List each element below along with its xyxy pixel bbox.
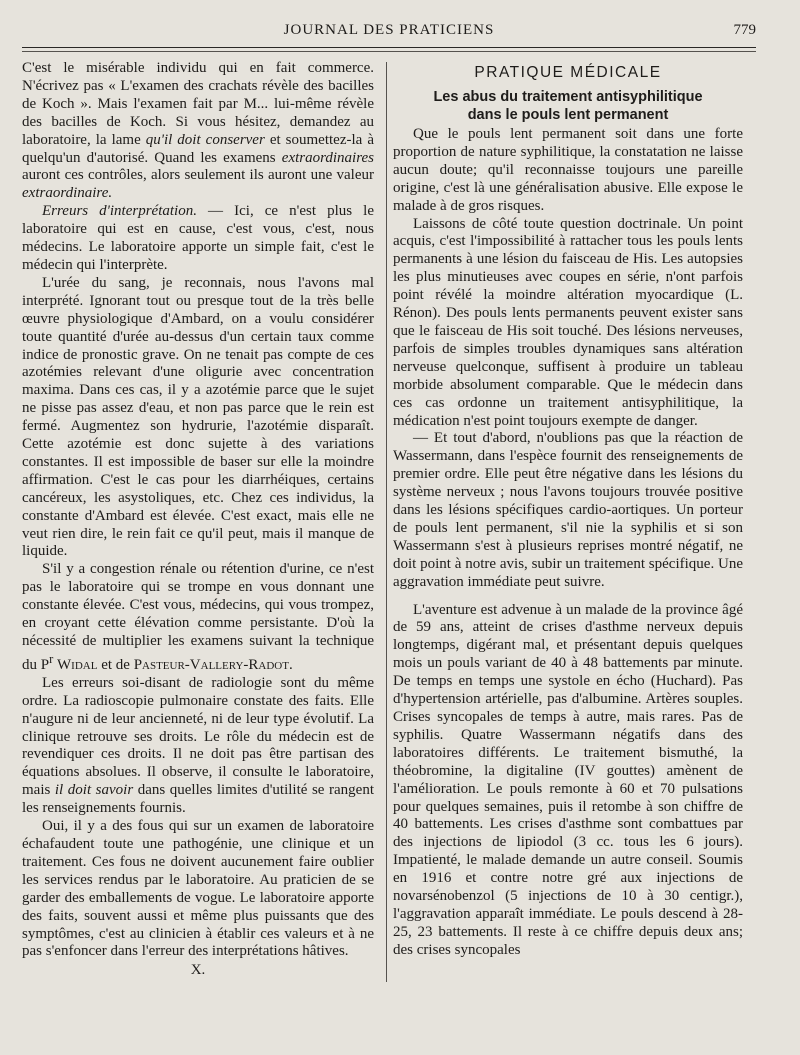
page-number: 779: [733, 22, 756, 38]
text: — Ici, ce n'est plus le laboratoire qui est en cause, c'est vous, c'est, nous médecins. Le laboratoire apporte un simple fait, c'est le médecin qui l'interprète.: [22, 203, 374, 273]
section-title: PRATIQUE MÉDICALE: [474, 64, 662, 81]
article-title-line-2: dans le pouls lent permanent: [467, 107, 669, 123]
italic-text: extraordinaires: [281, 149, 374, 166]
text: et de: [97, 656, 134, 673]
author-name: Pasteur-Vallery-Radot: [133, 656, 289, 673]
paragraph-radiologie: [22, 675, 374, 818]
text: dans quelles limites d'utilité se rangent les renseignements fournis.: [22, 782, 374, 817]
paragraph-erreurs-interpretation: [22, 203, 374, 275]
article-title-line-1: Les abus du traitement antisyphilitique: [433, 89, 703, 105]
paragraph-congestion-renale: [22, 561, 374, 674]
italic-text: extraordinaire.: [22, 185, 113, 202]
running-head: JOURNAL DES PRATICIENS: [283, 22, 495, 38]
paragraph-gap: [393, 592, 743, 602]
paragraph-misérable-individu: [22, 60, 374, 203]
text: et soumettez-la à quelqu'un d'autorisé. Quand les examens: [22, 131, 374, 166]
paragraph-wassermann: — Et tout d'abord, n'oublions pas que la réaction de Wassermann, dans l'espèce fournit des renseignements de premier ordre. Elle peut être négative dans les lésions du système nerveux ; nous l'avons toujours trouvée positive dans les lésions spécifiques cardio-aortiques. Un porteur de pouls lent permanent, s'il nie la syphilis et si son Wassermann s'est à plusieurs reprises montré négatif, ne doit point à notre avis, subir un traitement spécifique. Une aggravation immédiate peut suivre.: [393, 430, 743, 590]
paragraph-pouls-lent: Que le pouls lent permanent soit dans une forte proportion de nature syphilitique, la constatation ne laisse aucun doute; qu'il reconnaisse toujours une pareille origine, c'est là une généralisation abusive. Elle expose le malade à de gros risques.: [393, 126, 743, 214]
text: S'il y a congestion rénale ou rétention d'urine, ce n'est pas le laboratoire qui se trompe en vous donnant une constante élevée. C'est vous, médecins, qui vous trompez, en croyant cette élévation comme persistante. D'où la nécessité de multiplier les examens suivant la technique du P: [22, 561, 374, 673]
italic-text: qu'il doit conserver: [145, 131, 265, 148]
paragraph-laissons: Laissons de côté toute question doctrinale. Un point acquis, c'est l'impossibilité à rattacher tous les pouls lents permanents à une lésion du faisceau de His. Les autopsies les plus minutieuses avec coupes en série, n'ont parfois point révélé la moindre altération myocardique (L. Rénon). Des pouls lents permanents peuvent exister sans que le faisceau de His soit touché. Des lésions nerveuses, parfois de simples troubles dynamiques sans altération nerveuse quelconque, suffisent à produire un tableau morbide absolument comparable. Que le médecin dans ces cas ordonne un traitement antisyphilitique, la médication n'est point toujours exempte de danger.: [393, 215, 743, 429]
page-header: [22, 22, 756, 46]
superscript: r: [49, 651, 54, 666]
text: .: [288, 656, 293, 673]
header-rule: [22, 47, 756, 48]
header-rule-thin: [22, 51, 756, 52]
author-name: Widal: [57, 656, 98, 673]
paragraph-aventure: L'aventure est advenue à un malade de la province âgé de 59 ans, atteint de crises d'asthme nerveux depuis longtemps, digérant mal, et présentant depuis quelques mois un pouls variant de 40 à 48 battements par minute. De temps en temps une systole en écho (Huchard). Pas d'hypertension artérielle, pas d'albumine. Artères souples. Crises syncopales de temps à autre, mais rares. Pas de syphilis. Quatre Wassermann négatifs dans des laboratoires différents. Le traitement bismuthé, la théobromine, la digitaline (IV gouttes) amènent de l'amélioration. Le pouls remonte à 60 et 70 pulsations pour quelques semaines, puis il retombe à son chiffre de 40 battements. Les crises d'asthme sont combattues par des injections de lipiodol (3 cc. tous les 6 jours). Impatienté, le malade demande un autre conseil. Soumis en 1916 et contre notre gré aux injections de novarsénobenzol (5 injections de 10 à 30 centigr.), l'aggravation apparaît immédiate. Le pouls descend à 28-25, 23 battements. Il reste à ce chiffre depuis deux ans; des crises syncopales: [393, 601, 743, 958]
column-divider: [386, 62, 387, 982]
left-column: [22, 60, 374, 979]
paragraph-uree-du-sang: L'urée du sang, je reconnais, nous l'avons mal interprété. Ignorant tout ou presque tout de la très belle œuvre physiologique d'Ambard, on a voulu considérer toute quantité d'urée au-dessus d'un certain taux comme indice de pronostic grave. On ne tenait pas compte de ces azotémies relevant d'une oligurie avec concentration maxima. Dans ces cas, il y a azotémie parce que le sujet ne pisse pas assez d'eau, et non pas parce que le rein est fermé. Augmentez son hydrurie, l'azotémie disparaît. Cette azotémie est donc sujette à des variations constantes. Il est impossible de baser sur elle la moindre affirmation. C'est le cas pour les diarrhéiques, certains cancéreux, les asystoliques, etc. Chez ces individus, la constante d'Ambard est élevée. C'est exact, mais elle ne veut rien dire, le rein fait ce qu'il peut, mais il manque de liquide.: [22, 274, 374, 560]
run-in-heading: Erreurs d'interprétation.: [42, 203, 197, 220]
paragraph-fous: Oui, il y a des fous qui sur un examen de laboratoire échafaudent toute une pathogénie, une clinique et un traitement. Ces fous ne doivent aucunement faire oublier les services rendus par le laboratoire. Au praticien de se garder des emballements de vogue. Le laboratoire apporte des faits, souvent aussi et même plus puissants que des symptômes, c'est au clinicien à établir ces valeurs et à ne pas s'enfoncer dans l'erreur des interprétations hâtives.: [22, 818, 374, 960]
text: auront ces contrôles, alors seulement ils auront une valeur: [22, 167, 374, 184]
italic-text: il doit savoir: [54, 782, 134, 799]
text: Les erreurs soi-disant de radiologie sont du même ordre. La radioscopie pulmonaire constate des faits. Elle n'augure ni de leur ancienneté, ni de leur type évolutif. La clinique retrouve ses droits. Le rôle du médecin est de revendiquer ces droits. Il ne doit pas être partisan des équations absolues. Il observe, il consulte le laboratoire, mais: [22, 674, 374, 799]
article-title: [393, 88, 743, 124]
right-column: [393, 60, 743, 960]
signature: X.: [190, 962, 206, 979]
text: C'est le misérable individu qui en fait commerce. N'écrivez pas « L'examen des crachats révèle des bacilles de Koch ». Mais l'examen fait par M... lui-même révèle des bacilles de Koch. Si vous hésitez, demandez au laboratoire, la lame: [22, 60, 374, 148]
